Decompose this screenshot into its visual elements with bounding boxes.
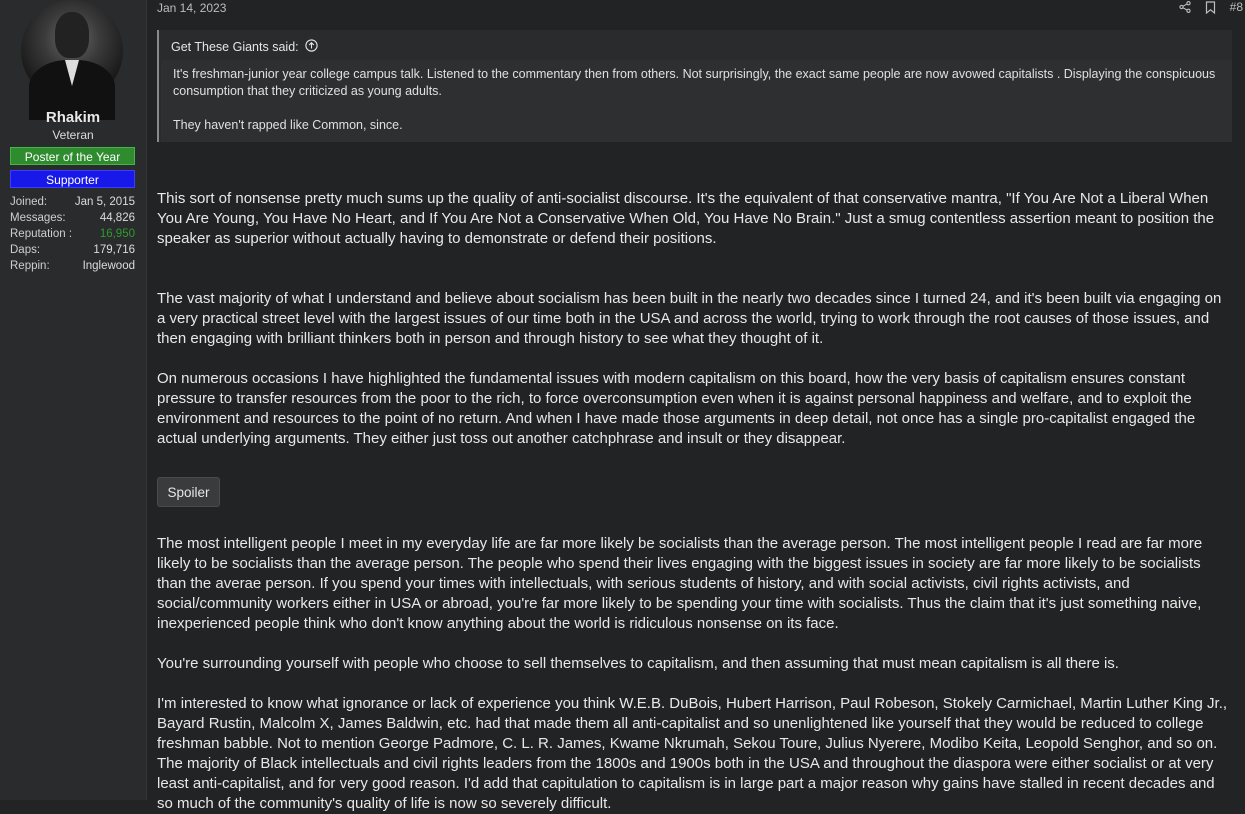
stat-messages	[10, 210, 135, 226]
quote-author[interactable]: Get These Giants said:	[171, 40, 299, 54]
avatar-head	[55, 12, 89, 58]
avatar[interactable]	[21, 0, 123, 102]
stat-value: Jan 5, 2015	[74, 196, 135, 208]
post-paragraph: The most intelligent people I meet in my everyday life are far more likely be socialists than the average person. The most intelligent people I read are far more likely to be socialists than the average person. The people who spend their lives engaging with the biggest issues in society are far more likely to be socialists than the averae person. If you spend your times with intellectuals, with serious students of history, and with social activists, civil rights activists, and social/community workers either in USA or abroad, you're far more likely to be spending your time with socialists. Thus the claim that it's just something naive, inexperienced people think who don't know anything about the world is ridiculous nonsense on its face.	[157, 535, 1203, 632]
stat-reputation	[10, 226, 135, 242]
username[interactable]: Rhakim	[45, 109, 101, 126]
stat-value: 179,716	[93, 244, 135, 256]
user-sidebar	[0, 0, 147, 800]
post-content	[157, 0, 1243, 812]
quote-paragraph: They haven't rapped like Common, since.	[173, 118, 403, 132]
stat-value: Inglewood	[82, 260, 135, 272]
stat-label: Reputation :	[10, 228, 73, 240]
stat-daps	[10, 242, 135, 258]
post-paragraph: On numerous occasions I have highlighted the fundamental issues with modern capitalism on this board, how the very basis of capitalism ensures constant pressure to transfer resources from the poor to the rich, to force overconsumption even when it is against personal happiness and welfare, and to exploit the environment and resources to the point of no return. And when I have made those arguments in deep detail, not once has a single pro-capitalist engaged the actual underlying arguments. They either just toss out another catchphrase and insult or they disappear.	[157, 370, 1196, 447]
post-actions	[1179, 0, 1243, 14]
share-icon[interactable]	[1179, 1, 1191, 13]
stat-reppin	[10, 258, 135, 274]
stat-value: 16,950	[99, 228, 135, 240]
post-paragraph: The vast majority of what I understand and believe about socialism has been built in the nearly two decades since I turned 24, and it's been built via engaging on a very practical street level with the largest issues of our time both in the USA and across the world, trying to work through the root causes of those issues, and then engaging with brilliant thinkers both in person and through history to see what they thought of it.	[157, 290, 1222, 347]
bookmark-icon[interactable]	[1205, 1, 1216, 14]
stat-joined	[10, 194, 135, 210]
spoiler-button[interactable]: Spoiler	[157, 477, 220, 507]
arrow-up-circle-icon[interactable]	[305, 39, 318, 55]
quote-body	[161, 60, 1232, 142]
post-number[interactable]: #8	[1229, 0, 1243, 14]
banner-supporter: Supporter	[10, 170, 135, 188]
quote-attribution[interactable]	[171, 39, 318, 55]
post-paragraph: I'm interested to know what ignorance or lack of experience you think W.E.B. DuBois, Hubert Harrison, Paul Robeson, Stokely Carmichael, Martin Luther King Jr., Bayard Rustin, Malcolm X, James Baldwin, etc. had that made them all anti-capitalist and so unenlightened like yourself that they would be reduced to college freshman babble. Not to mention George Padmore, C. L. R. James, Kwame Nkrumah, Sekou Toure, Julius Nyerere, Modibo Keita, Leopold Senghor, and so on. The majority of Black intellectuals and civil rights leaders from the 1800s and 1900s both in the USA and throughout the diaspora were either socialist or at very least anti-capitalist, and for very good reason. I'd add that capitulation to capitalism is in large part a major reason why gains have stalled in recent decades and so much of the community's quality of life is now so severely difficult.	[157, 695, 1228, 812]
quote-block	[157, 30, 1232, 142]
stat-label: Joined:	[10, 196, 48, 208]
post-date[interactable]: Jan 14, 2023	[157, 1, 227, 15]
post-paragraph: This sort of nonsense pretty much sums up the quality of anti-socialist discourse. It's the equivalent of that conservative mantra, "If You Are Not a Liberal When You Are Young, You Have No Heart, and If You Are Not a Conservative When Old, You Have No Brain." Just a smug contentless assertion meant to position the speaker as superior without actually having to demonstrate or defend their positions.	[157, 190, 1215, 247]
stat-label: Daps:	[10, 244, 41, 256]
stat-label: Messages:	[10, 212, 66, 224]
quote-paragraph: It's freshman-junior year college campus talk. Listened to the commentary then from others. Not surprisingly, the exact same people are now avowed capitalists . Displaying the conspicuous consumption that they criticized as young adults.	[173, 67, 1216, 98]
user-stats	[10, 194, 135, 274]
stat-value[interactable]: 44,826	[99, 212, 135, 224]
post-paragraph: You're surrounding yourself with people who choose to sell themselves to capitalism, and then assuming that must mean capitalism is all there is.	[157, 655, 1119, 672]
stat-label: Reppin:	[10, 260, 50, 272]
user-title: Veteran	[52, 128, 94, 142]
banner-poster-of-year: Poster of the Year	[10, 147, 135, 165]
